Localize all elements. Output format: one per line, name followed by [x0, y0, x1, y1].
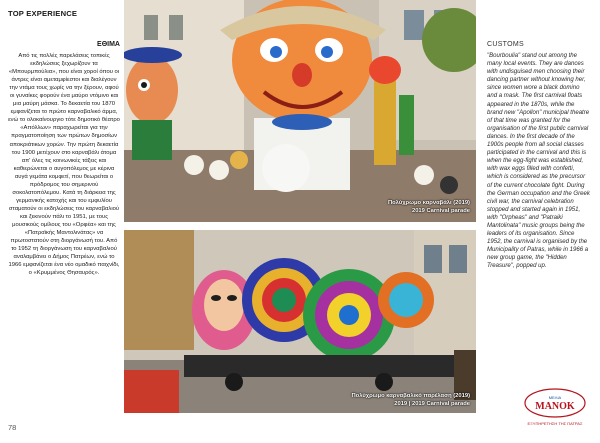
top-photo-caption-line1: Πολύχρωμο καρναβάλι (2019) [387, 200, 470, 207]
top-photo-caption-line2: 2019 Carnival parade [411, 207, 470, 214]
greek-body-text: Από τις πολλές παρελάσεις τοπικές εκδηλώσεις ξεχωρίζουν τα «Μπουρμπούλια», που είναι χοροί όπου οι άντρες είναι αμεταμφίεστοι και διαλέγουν την ντάμα τους χωρίς να την ξέρουν, αφού οι γυναίκες φορούν ένα μαύρο ντόμινο και μια μαύρη μάσκα. Το δεκαετία του 1870 εμφανίζεται το πρώτο καρναβαλικό άρμα, ενώ το ολοκαίνουργιο τότε δημοτικό θέατρο «Απόλλων» παραχωρείται για την πραγματοποίηση των πρώτων δημοσίων αποκριάτικων χορών. Την πρώτη δεκαετία του 1900 μετέχουν στο καρναβάλι άτομα απ' όλες τις κοινωνικές τάξεις και καθιερώνεται ο αυγοπόλεμος με κέρινα αυγά γεμάτα κομφετί, που θεωρείται ο πρόδρομος του σημερινού σοκολατοπόλεμου. Κατά τη διάρκεια της γερμανικής κατοχής και του εμφυλίου σταματούν οι εκδηλώσεις του καρναβαλιού και ξεκινούν πάλι το 1951, με τους μουσικούς ομίλους του «Ορφέα» και της «Πατραϊκής Μαντολινάτας» να πρωτοστατούν στη διοργάνωσή του. Από το 1952 τη διοργάνωση του καρναβαλιού αναλαμβάνει ο Δήμος Πατρέων, ενώ το 1966 εμφανίζεται ένα νέο ομαδικό παιχνίδι, ο «Κρυμμένος Θησαυρός». [8, 53, 120, 277]
manok-logo [518, 385, 592, 435]
section-label: TOP EXPERIENCE [8, 9, 78, 18]
logo-name: MANOK [535, 401, 575, 412]
bottom-photo-caption-line1: Πολύχρωμο καρναβαλικό παρέλαση (2019) [351, 393, 470, 400]
greek-heading: ΕΘΙΜΑ [97, 41, 120, 48]
bottom-photo-caption-line2: 2019 | 2019 Carnival parade [394, 400, 470, 407]
logo-top-text: ΜΕΛΙΑ [548, 395, 562, 400]
logo-subtitle: ΕΞΥΠΗΡΕΤΗΣΗ ΤΗΣ ΠΑΤΡΑΣ [527, 421, 583, 426]
english-body-text: "Bourboulia" stand out among the many local events. They are dances with undisguised men choosing their dancing partner without knowing her, since women wore a black domino and a mask. The first carnival floats appeared in the 1870s, while the brand new "Apollon" municipal theatre of that time was granted for the organisation of the first public carnival dances. In the first decade of the 1900s people from all social classes participated in the carnival and this is when the egg-fight was established, with wax eggs filled with confetti, which is considered as the precursor of the current chocolate fight. During the German occupation and the Greek civil war, the carnival celebration stopped and started again in 1951, with "Orpheas" and "Patraiki Mantolinata" music groups being the leaders of its organisation. Since 1952, the carnival is organised by the Municipality of Patras, while in 1966 a new group game, the "Hidden Treasure", popped up. [487, 53, 590, 270]
top-carnival-photo [124, 0, 476, 222]
page-number: 78 [8, 423, 17, 432]
bottom-photo-caption [352, 393, 471, 408]
bottom-carnival-photo [124, 230, 476, 413]
top-photo-caption [388, 200, 470, 215]
english-heading: CUSTOMS [487, 41, 524, 48]
